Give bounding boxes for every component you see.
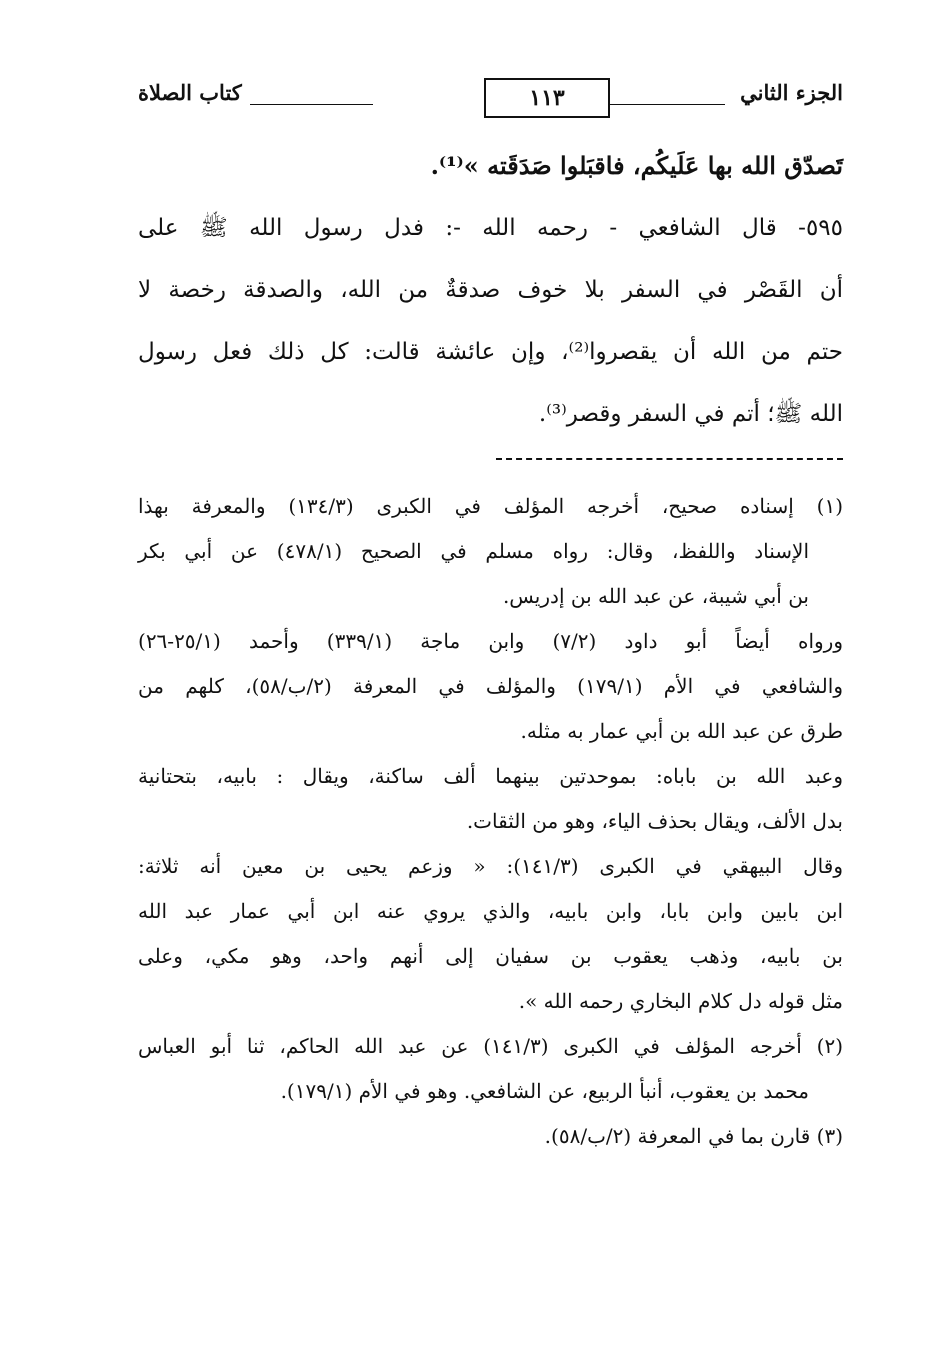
footnote-line: مثل قوله دل كلام البخاري رحمه الله ». [518,989,843,1013]
footnote-separator [496,458,843,460]
footnote-line [138,1116,843,1161]
footnote-text: قارن بما في المعرفة (٢/ب/٥٨). [544,1124,811,1148]
footnote-marker: (١) [816,494,843,518]
book-title: كتاب الصلاة [138,80,242,105]
part-title: الجزء الثاني [740,80,843,105]
text-line: أن القَصْر في السفر بلا خوف صدقةٌ من الله، والصدقة رخصة لا [138,277,843,303]
footnote-line [138,486,843,531]
footnote-marker: (٢) [816,1034,844,1058]
footnote-line: بن أبي شيبة، عن عبد الله بن إدريس. [502,584,809,608]
text-line: الله ﷺ؛ أتم في السفر وقصر⁽³⁾. [538,401,843,427]
footnote-line: ورواه أيضاً أبو داود (٧/٢) وابن ماجة (٣٣٩/١) وأحمد (٢٥/١-٢٦) [138,629,843,653]
page-number: ١١٣ [484,78,610,118]
footnote-text: إسناده صحيح، أخرجه المؤلف في الكبرى (١٣٤/٣) والمعرفة بهذا [138,494,794,518]
text-line: ٥٩٥- قال الشافعي - رحمه الله -: فدل رسول الله ﷺ على [138,215,843,241]
text-line: حتم من الله أن يقصروا⁽²⁾، وإن عائشة قالت: كل ذلك فعل رسول [138,339,843,365]
footnote-line: والشافعي في الأم (١٧٩/١) والمؤلف في المعرفة (٢/ب/٥٨)، كلهم من [138,674,843,698]
footnotes [138,486,843,1161]
footnote-text: أخرجه المؤلف في الكبرى (١٤١/٣) عن عبد الله الحاكم، ثنا أبو العباس [138,1034,802,1058]
header-rule-right [608,104,725,105]
text-line: تَصدّق الله بها عَلَيكُم، فاقبَلوا صَدَقَته »⁽¹⁾. [430,151,843,180]
footnote-line: بدل الألف، ويقال بحذف الياء، وهو من الثقات. [466,809,843,833]
running-header [138,74,843,122]
footnote-line: طرق عن عبد الله بن أبي عمار به مثله. [520,719,843,743]
footnote-line: الإسناد واللفظ، وقال: رواه مسلم في الصحيح (٤٧٨/١) عن أبي بكر [138,539,809,563]
header-rule-left [250,104,373,105]
footnote-line: وقال البيهقي في الكبرى (١٤١/٣): « وزعم يحيى بن معين أنه ثلاثة: [138,854,843,878]
footnote-line: ابن بابين وابن بابا، وابن بابيه، والذي يروي عنه ابن أبي عمار عبد الله [138,899,843,923]
footnote-marker: (٣) [816,1124,843,1148]
footnote-line: وعبد الله بن باباه: بموحدتين بينهما ألف ساكنة، ويقال : بابيه، بتحتانية [138,764,843,788]
footnote-line: محمد بن يعقوب، أنبأ الربيع، عن الشافعي. وهو في الأم (١٧٩/١). [280,1079,809,1103]
footnote-line [138,1026,843,1071]
footnote-line: بن بابيه، وذهب يعقوب بن سفيان إلى أنهم واحد، وهو مكي، وعلى [138,944,843,968]
main-text [138,144,843,454]
